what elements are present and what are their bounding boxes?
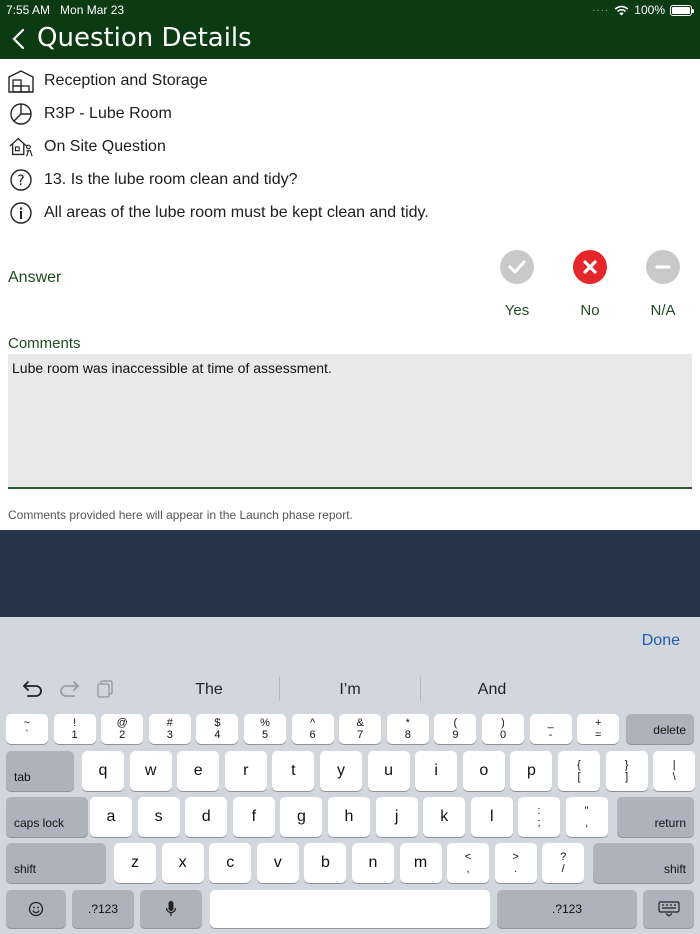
key-f[interactable]: f xyxy=(233,797,275,837)
space-key[interactable] xyxy=(210,890,490,928)
key-r[interactable]: r xyxy=(225,751,267,791)
paste-icon[interactable] xyxy=(94,679,116,699)
navigation-header xyxy=(0,0,700,59)
key-t[interactable]: t xyxy=(272,751,314,791)
key-2[interactable]: @ 2 xyxy=(101,714,143,744)
key-c[interactable]: c xyxy=(209,843,251,883)
return-key[interactable]: return xyxy=(617,797,694,837)
info-row-hint xyxy=(8,200,429,226)
info-row-area xyxy=(8,68,208,94)
key-i[interactable]: i xyxy=(415,751,457,791)
key-g[interactable]: g xyxy=(280,797,322,837)
key-l[interactable]: l xyxy=(471,797,513,837)
suggestion-1[interactable]: The xyxy=(195,681,223,698)
key-h[interactable]: h xyxy=(328,797,370,837)
comments-hint: Comments provided here will appear in the Launch phase report. xyxy=(8,508,353,522)
minus-icon xyxy=(653,257,673,277)
site-house-icon xyxy=(8,134,34,160)
key-.[interactable]: > . xyxy=(495,843,537,883)
signal-icon: ···· xyxy=(591,4,610,16)
key-3[interactable]: # 3 xyxy=(149,714,191,744)
answer-no-label[interactable]: No xyxy=(580,302,600,319)
battery-percent: 100% xyxy=(634,3,665,17)
undo-icon[interactable] xyxy=(22,679,44,699)
key-p[interactable]: p xyxy=(510,751,552,791)
key-1[interactable]: ! 1 xyxy=(54,714,96,744)
keyboard-backdrop xyxy=(0,530,700,617)
tab-key[interactable]: tab xyxy=(6,751,74,791)
caps-lock-key[interactable]: caps lock xyxy=(6,797,88,837)
microphone-icon xyxy=(165,900,177,918)
key-z[interactable]: z xyxy=(114,843,156,883)
answer-na-button[interactable] xyxy=(646,250,680,284)
key-6[interactable]: ^ 6 xyxy=(292,714,334,744)
done-button[interactable]: Done xyxy=(641,632,680,649)
suggestion-divider xyxy=(420,677,421,701)
keyboard-hide-icon xyxy=(658,901,680,917)
key-x[interactable]: x xyxy=(162,843,204,883)
key-[[interactable]: { [ xyxy=(558,751,600,791)
key-b[interactable]: b xyxy=(304,843,346,883)
emoji-key[interactable] xyxy=(6,890,66,928)
answer-no-button[interactable] xyxy=(573,250,607,284)
shift-right-key[interactable]: shift xyxy=(593,843,694,883)
hide-keyboard-key[interactable] xyxy=(643,890,694,928)
location-text: R3P - Lube Room xyxy=(44,105,172,122)
key-s[interactable]: s xyxy=(138,797,180,837)
suggestion-2[interactable]: I’m xyxy=(339,681,361,698)
key-y[interactable]: y xyxy=(320,751,362,791)
key-d[interactable]: d xyxy=(185,797,227,837)
dictation-key[interactable] xyxy=(140,890,202,928)
answer-na-label[interactable]: N/A xyxy=(650,302,676,319)
key-][interactable]: } ] xyxy=(606,751,648,791)
back-chevron-icon[interactable] xyxy=(8,27,30,51)
key--[interactable]: _ - xyxy=(530,714,572,744)
status-indicators xyxy=(592,3,692,17)
delete-key[interactable]: delete xyxy=(626,714,694,744)
numbers-key-left[interactable]: .?123 xyxy=(72,890,134,928)
answer-label: Answer xyxy=(8,269,62,286)
wifi-icon xyxy=(614,5,629,16)
key-q[interactable]: q xyxy=(82,751,124,791)
svg-text:?: ? xyxy=(17,173,25,189)
key-/[interactable]: ? / xyxy=(542,843,584,883)
hint-text: All areas of the lube room must be kept clean and tidy. xyxy=(44,204,429,221)
comments-label: Comments xyxy=(8,335,81,352)
status-date-text: Mon Mar 23 xyxy=(60,3,125,17)
answer-yes-button[interactable] xyxy=(500,250,534,284)
answer-yes-label[interactable]: Yes xyxy=(504,302,530,319)
key-,[interactable]: < , xyxy=(447,843,489,883)
numbers-key-right[interactable]: .?123 xyxy=(497,890,637,928)
key-o[interactable]: o xyxy=(463,751,505,791)
shift-left-key[interactable]: shift xyxy=(6,843,106,883)
key-e[interactable]: e xyxy=(177,751,219,791)
key-m[interactable]: m xyxy=(400,843,442,883)
building-icon xyxy=(8,68,34,94)
key-;[interactable]: : ; xyxy=(518,797,560,837)
key-j[interactable]: j xyxy=(376,797,418,837)
page-title: Question Details xyxy=(37,23,252,53)
key-w[interactable]: w xyxy=(130,751,172,791)
key-0[interactable]: ) 0 xyxy=(482,714,524,744)
info-row-question xyxy=(8,167,298,193)
key-`[interactable]: ~ ` xyxy=(6,714,48,744)
checkmark-icon xyxy=(507,257,527,277)
key-,[interactable]: " , xyxy=(566,797,608,837)
question-text: 13. Is the lube room clean and tidy? xyxy=(44,171,298,188)
onscreen-keyboard xyxy=(0,617,700,934)
key-u[interactable]: u xyxy=(368,751,410,791)
comments-textarea[interactable]: Lube room was inaccessible at time of assessment. xyxy=(8,354,692,489)
pie-chart-icon xyxy=(8,101,34,127)
info-row-type xyxy=(8,134,166,160)
key-\[interactable]: | \ xyxy=(653,751,695,791)
key-9[interactable]: ( 9 xyxy=(434,714,476,744)
question-circle-icon xyxy=(8,167,34,193)
key-4[interactable]: $ 4 xyxy=(196,714,238,744)
key-v[interactable]: v xyxy=(257,843,299,883)
key-n[interactable]: n xyxy=(352,843,394,883)
redo-icon[interactable] xyxy=(58,679,80,699)
key-k[interactable]: k xyxy=(423,797,465,837)
x-mark-icon xyxy=(581,258,599,276)
key-8[interactable]: * 8 xyxy=(387,714,429,744)
info-row-location xyxy=(8,101,172,127)
keyboard-toolbar xyxy=(22,679,116,699)
key-=[interactable]: + = xyxy=(577,714,619,744)
key-7[interactable]: & 7 xyxy=(339,714,381,744)
key-a[interactable]: a xyxy=(90,797,132,837)
suggestion-3[interactable]: And xyxy=(477,681,507,698)
battery-icon xyxy=(670,5,692,16)
status-time xyxy=(6,3,124,17)
info-circle-icon xyxy=(8,200,34,226)
area-text: Reception and Storage xyxy=(44,72,208,89)
key-5[interactable]: % 5 xyxy=(244,714,286,744)
emoji-icon xyxy=(28,901,44,917)
type-text: On Site Question xyxy=(44,138,166,155)
status-time-text: 7:55 AM xyxy=(6,3,51,17)
